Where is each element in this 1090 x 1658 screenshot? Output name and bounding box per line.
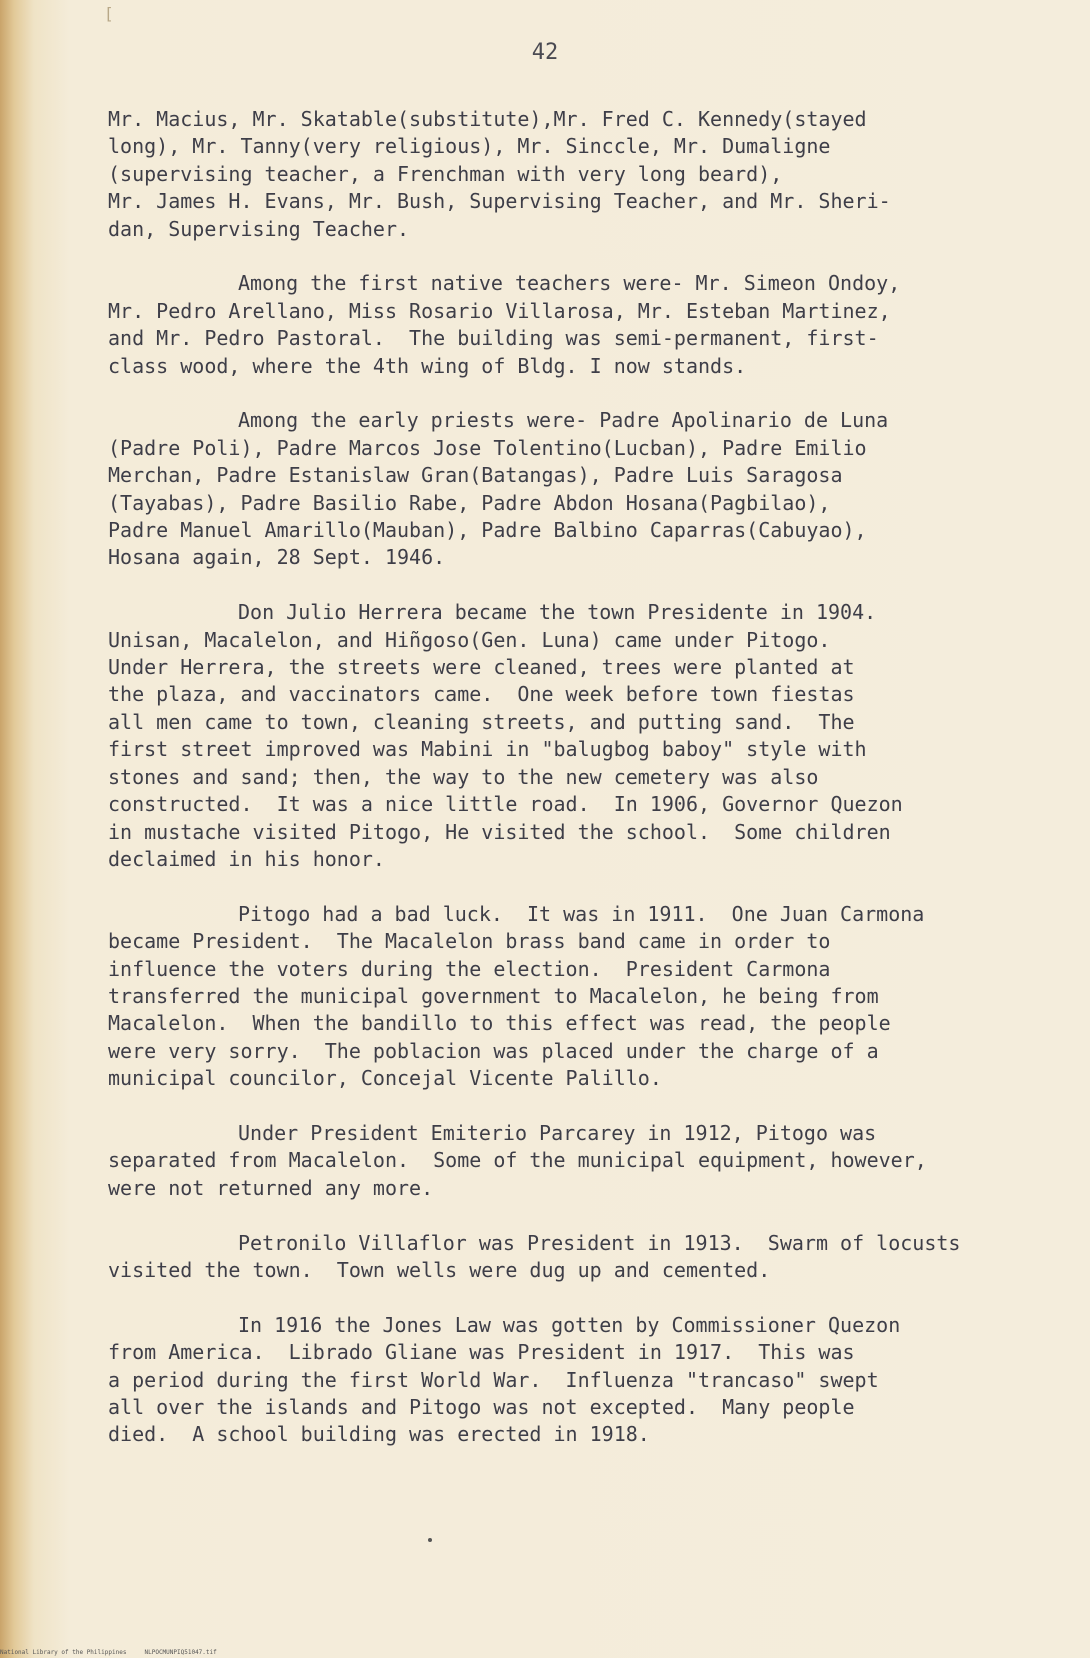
- text-line: were not returned any more.: [108, 1175, 434, 1200]
- text-line: and Mr. Pedro Pastoral. The building was semi-permanent, first-: [108, 326, 879, 351]
- text-line: Under President Emiterio Parcarey in 1912, Pitogo was: [238, 1120, 877, 1145]
- text-line: Mr. James H. Evans, Mr. Bush, Supervising Teacher, and Mr. Sheri-: [108, 189, 891, 214]
- page-number: 42: [531, 40, 559, 65]
- text-line: long), Mr. Tanny(very religious), Mr. Sinccle, Mr. Dumaligne: [108, 134, 831, 159]
- paragraph-carmona: [108, 901, 1038, 1093]
- text-line: municipal councilor, Concejal Vicente Palillo.: [108, 1066, 662, 1091]
- text-line: dan, Supervising Teacher.: [108, 216, 410, 241]
- text-line: Petronilo Villaflor was President in 1913. Swarm of locusts: [238, 1230, 961, 1255]
- text-line: Pitogo had a bad luck. It was in 1911. One Juan Carmona: [238, 901, 925, 926]
- text-line: constructed. It was a nice little road. In 1906, Governor Quezon: [108, 792, 903, 817]
- paragraph-villaflor: [108, 1230, 1038, 1285]
- text-line: were very sorry. The poblacion was placed under the charge of a: [108, 1038, 879, 1063]
- ink-speck: [428, 1538, 432, 1542]
- text-line: In 1916 the Jones Law was gotten by Commissioner Quezon: [238, 1312, 901, 1337]
- text-line: Mr. Pedro Arellano, Miss Rosario Villarosa, Mr. Esteban Martinez,: [108, 298, 891, 323]
- text-line: became President. The Macalelon brass band came in order to: [108, 929, 831, 954]
- scan-footer: National Library of the Philippines NLPOCMUNPIQ51047.tif: [0, 1649, 217, 1656]
- text-line: stones and sand; then, the way to the new cemetery was also: [108, 764, 819, 789]
- text-line: Don Julio Herrera became the town Presidente in 1904.: [238, 600, 877, 625]
- text-line: (supervising teacher, a Frenchman with very long beard),: [108, 161, 783, 186]
- text-line: all men came to town, cleaning streets, and putting sand. The: [108, 709, 855, 734]
- text-line: from America. Librado Gliane was President in 1917. This was: [108, 1340, 855, 1365]
- text-line: (Padre Poli), Padre Marcos Jose Tolentino(Lucban), Padre Emilio: [108, 435, 867, 460]
- paragraph-herrera: [108, 599, 1038, 873]
- corner-bracket-mark: [: [104, 4, 114, 23]
- body-text: [108, 106, 1038, 1476]
- text-line: the plaza, and vaccinators came. One week before town fiestas: [108, 682, 855, 707]
- text-line: Under Herrera, the streets were cleaned, trees were planted at: [108, 655, 855, 680]
- paragraph-priests: [108, 407, 1038, 571]
- text-line: visited the town. Town wells were dug up and cemented.: [108, 1257, 771, 1282]
- text-line: Padre Manuel Amarillo(Mauban), Padre Balbino Caparras(Cabuyao),: [108, 518, 867, 543]
- text-line: in mustache visited Pitogo, He visited the school. Some children: [108, 819, 891, 844]
- text-line: all over the islands and Pitogo was not excepted. Many people: [108, 1394, 855, 1419]
- text-line: Mr. Macius, Mr. Skatable(substitute),Mr. Fred C. Kennedy(stayed: [108, 107, 867, 131]
- paragraph-teachers-american: [108, 106, 1038, 243]
- text-line: Among the early priests were- Padre Apolinario de Luna: [238, 408, 889, 433]
- text-line: separated from Macalelon. Some of the municipal equipment, however,: [108, 1148, 927, 1173]
- text-line: Merchan, Padre Estanislaw Gran(Batangas), Padre Luis Saragosa: [108, 463, 843, 488]
- text-line: class wood, where the 4th wing of Bldg. I now stands.: [108, 353, 747, 378]
- text-line: died. A school building was erected in 1918.: [108, 1422, 650, 1447]
- paragraph-parcarey: [108, 1120, 1038, 1202]
- text-line: Hosana again, 28 Sept. 1946.: [108, 545, 446, 570]
- text-line: declaimed in his honor.: [108, 846, 385, 871]
- text-line: (Tayabas), Padre Basilio Rabe, Padre Abdon Hosana(Pagbilao),: [108, 490, 831, 515]
- text-line: first street improved was Mabini in "balugbog baboy" style with: [108, 737, 867, 762]
- text-line: Unisan, Macalelon, and Hiñgoso(Gen. Luna) came under Pitogo.: [108, 627, 831, 652]
- paragraph-teachers-native: [108, 270, 1038, 380]
- text-line: transferred the municipal government to Macalelon, he being from: [108, 983, 879, 1008]
- text-line: a period during the first World War. Influenza "trancaso" swept: [108, 1367, 879, 1392]
- text-line: Among the first native teachers were- Mr. Simeon Ondoy,: [238, 271, 901, 296]
- text-line: influence the voters during the election. President Carmona: [108, 956, 831, 981]
- paragraph-jones-law: [108, 1312, 1038, 1449]
- text-line: Macalelon. When the bandillo to this effect was read, the people: [108, 1011, 891, 1036]
